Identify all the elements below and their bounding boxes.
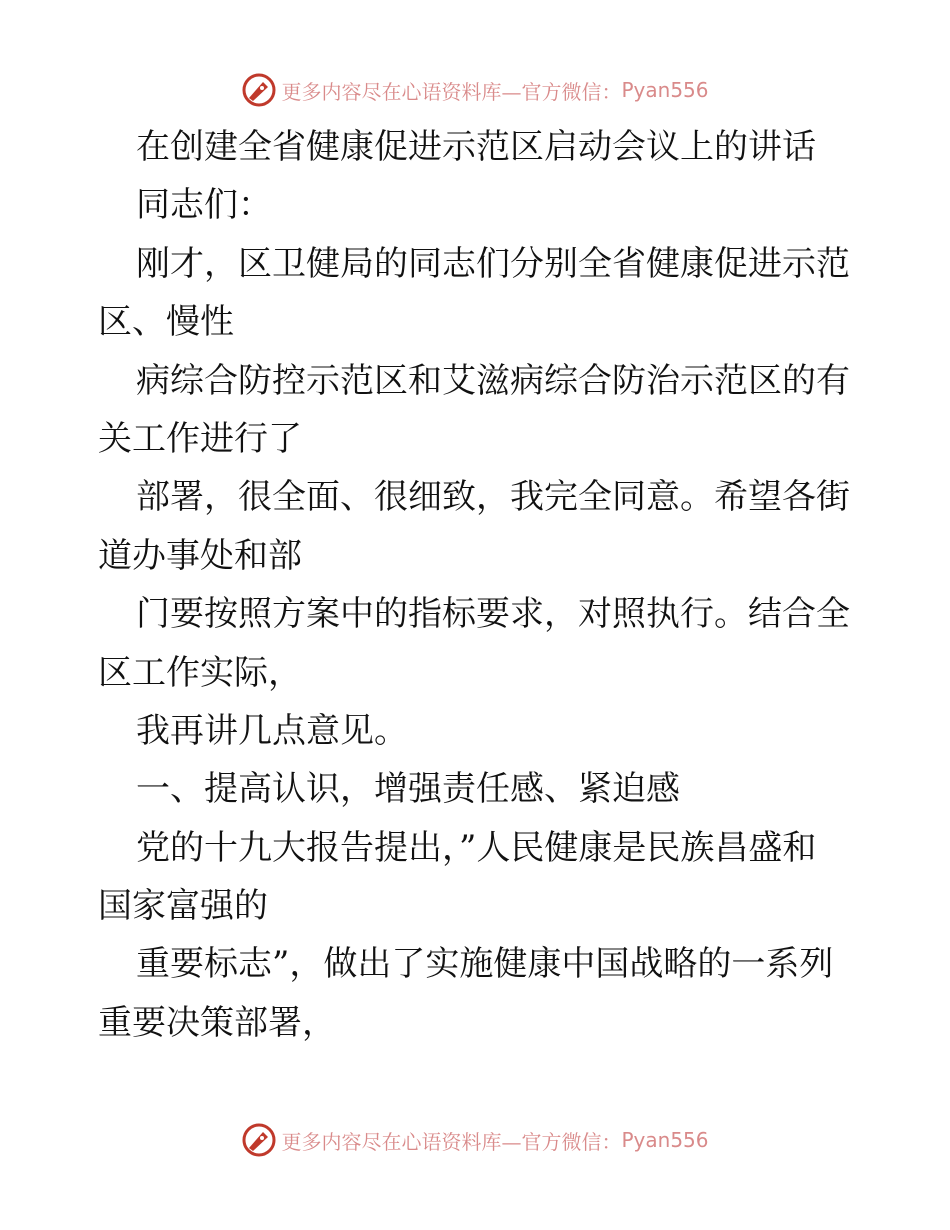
footer-site-text: 更多内容尽在心语资料库— bbox=[281, 1129, 522, 1154]
header-wechat-handle: Pyan556 bbox=[621, 78, 709, 102]
paragraph-line: 重要标志”，做出了实施健康中国战略的一系列 bbox=[136, 944, 834, 985]
paragraph-line: 门要按照方案中的指标要求，对照执行。结合全 bbox=[136, 594, 850, 635]
paragraph-line: 关工作进行了 bbox=[98, 418, 302, 459]
paragraph-line: 区工作实际， bbox=[98, 652, 302, 693]
paragraph-line: 部署，很全面、很细致，我完全同意。希望各街 bbox=[136, 477, 850, 518]
paragraph-line: 区、慢性 bbox=[98, 302, 234, 343]
footer-wechat-label: 官方微信： bbox=[521, 1129, 622, 1154]
footer-wechat-handle: Pyan556 bbox=[621, 1128, 709, 1152]
document-title: 在创建全省健康促进示范区启动会议上的讲话 bbox=[136, 127, 816, 167]
header-watermark-banner bbox=[0, 70, 950, 110]
paragraph-line: 病综合防控示范区和艾滋病综合防治示范区的有 bbox=[136, 360, 850, 401]
document-body bbox=[98, 118, 868, 1052]
footer-watermark-banner bbox=[0, 1120, 950, 1160]
paragraph-line: 刚才，区卫健局的同志们分别全省健康促进示范 bbox=[136, 243, 850, 284]
paragraph-line: 我再讲几点意见。 bbox=[136, 710, 408, 751]
paragraph-line: 国家富强的 bbox=[98, 886, 268, 927]
salutation: 同志们： bbox=[136, 185, 272, 226]
paragraph-line: 道办事处和部 bbox=[98, 535, 302, 576]
section-heading: 一、提高认识，增强责任感、紧迫感 bbox=[136, 769, 680, 810]
pen-nib-logo-icon bbox=[241, 72, 277, 108]
header-wechat-label: 官方微信： bbox=[521, 79, 622, 104]
pen-nib-logo-icon bbox=[241, 1122, 277, 1158]
header-site-text: 更多内容尽在心语资料库— bbox=[281, 79, 522, 104]
paragraph-line: 党的十九大报告提出，”人民健康是民族昌盛和 bbox=[136, 827, 817, 868]
paragraph-line: 重要决策部署， bbox=[98, 1002, 336, 1043]
